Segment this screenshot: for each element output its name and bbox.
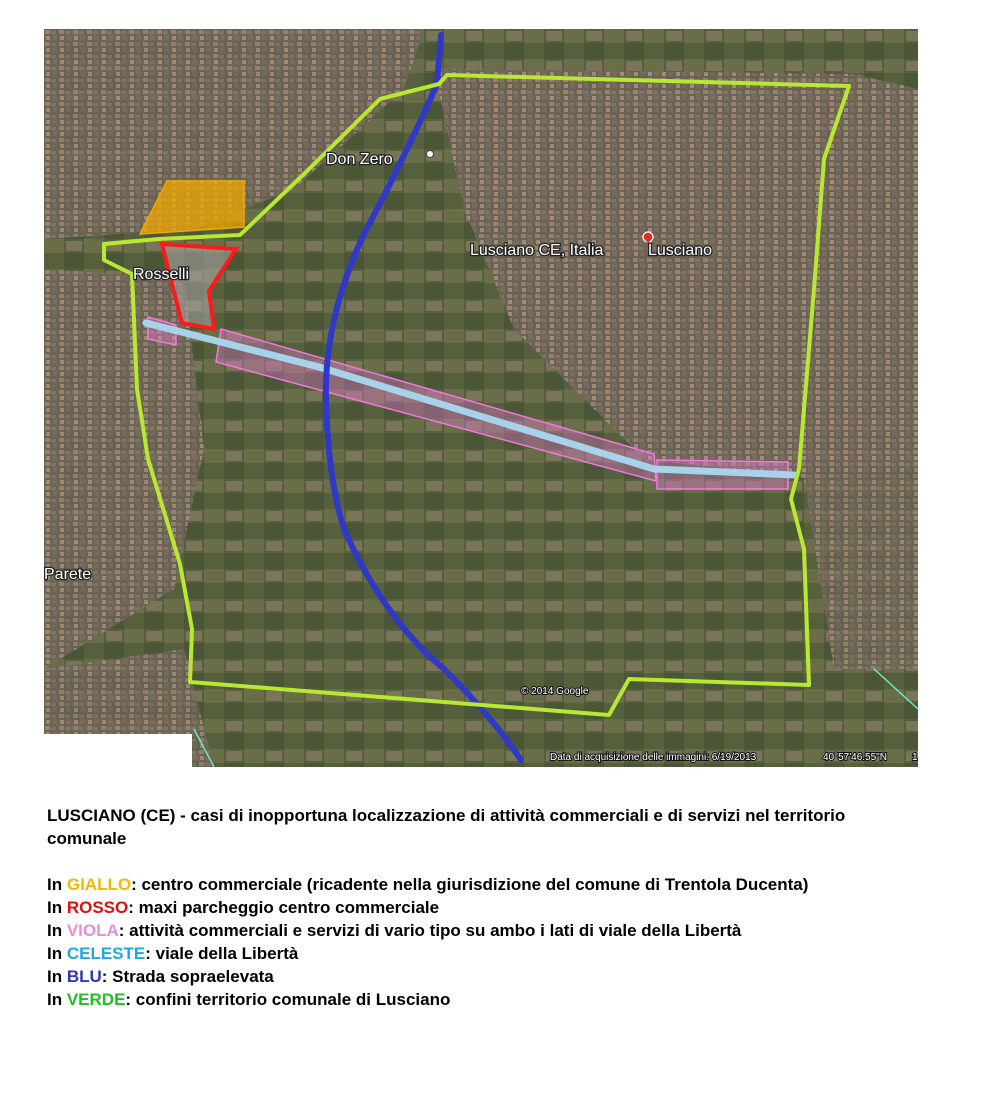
map-canvas: [44, 29, 918, 767]
legend-item-yellow: [47, 873, 927, 896]
legend-item-red: [47, 896, 927, 919]
legend-description: : Strada sopraelevata: [101, 967, 274, 986]
map-copyright: © 2014 Google: [521, 686, 589, 697]
place-label-parete: Parete: [44, 566, 92, 583]
legend-caption: [47, 804, 927, 1011]
legend-color-name: BLU: [66, 967, 102, 986]
legend-prefix: In: [47, 921, 63, 940]
legend-prefix: In: [47, 944, 63, 963]
legend-color-name: ROSSO: [66, 898, 129, 917]
satellite-map: [44, 29, 918, 767]
map-coordinates-cut: 1: [912, 752, 918, 763]
legend-color-name: CELESTE: [66, 944, 146, 963]
place-label-lusciano: Lusciano: [648, 242, 713, 259]
legend-item-blue: [47, 965, 927, 988]
place-marker-dot: [427, 151, 434, 158]
blank-corner: [44, 734, 192, 767]
legend-description: : centro commerciale (ricadente nella giurisdizione del comune di Trentola Ducenta): [131, 875, 809, 894]
legend-description: : maxi parcheggio centro commerciale: [128, 898, 440, 917]
place-label-lusciano-ce: Lusciano CE, Italia: [470, 242, 604, 259]
legend-prefix: In: [47, 967, 63, 986]
legend-description: : attività commerciali e servizi di vario tipo su ambo i lati di viale della Libertà: [118, 921, 742, 940]
legend-item-cyan: [47, 942, 927, 965]
legend-prefix: In: [47, 875, 63, 894]
legend-item-violet: [47, 919, 927, 942]
legend-item-green: [47, 988, 927, 1011]
map-coordinates: 40°57'46.55"N: [823, 752, 887, 763]
place-label-don-zero: Don Zero: [326, 151, 393, 168]
legend-description: : viale della Libertà: [145, 944, 299, 963]
caption-title: LUSCIANO (CE) - casi di inopportuna localizzazione di attività commerciali e di servizi nel territorio comunale: [47, 806, 846, 848]
legend-prefix: In: [47, 898, 63, 917]
legend-prefix: In: [47, 990, 63, 1009]
legend-description: : confini territorio comunale di Lusciano: [125, 990, 451, 1009]
legend-color-name: VERDE: [66, 990, 126, 1009]
place-label-rosselli: Rosselli: [133, 266, 190, 283]
legend-color-name: VIOLA: [66, 921, 119, 940]
map-acquisition-date: Data di acquisizione delle immagini: 6/19/2013: [550, 752, 757, 763]
legend-color-name: GIALLO: [66, 875, 132, 894]
